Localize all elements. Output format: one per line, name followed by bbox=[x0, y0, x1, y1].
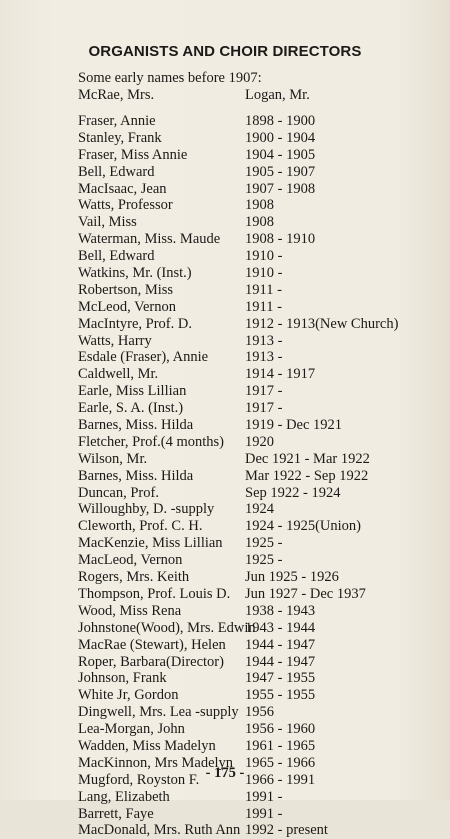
list-item bbox=[78, 366, 418, 383]
director-name: Mugford, Royston F. bbox=[78, 771, 200, 788]
director-name: Wilson, Mr. bbox=[78, 450, 148, 467]
director-name: MacRae (Stewart), Helen bbox=[78, 636, 226, 653]
list-item bbox=[78, 535, 418, 552]
list-item bbox=[78, 721, 418, 738]
director-name: Fraser, Miss Annie bbox=[78, 146, 188, 163]
list-item bbox=[78, 282, 418, 299]
list-item bbox=[78, 197, 418, 214]
service-years: 1966 - 1991 bbox=[245, 771, 316, 788]
list-item bbox=[78, 468, 418, 485]
service-years: 1944 - 1947 bbox=[245, 636, 316, 653]
service-years: 1917 - bbox=[245, 400, 283, 417]
service-years: 1912 - 1913(New Church) bbox=[245, 315, 399, 332]
service-years: 1956 bbox=[245, 704, 274, 721]
director-name: Rogers, Mrs. Keith bbox=[78, 569, 190, 586]
director-name: MacKinnon, Mrs Madelyn bbox=[78, 754, 234, 771]
service-years: 1913 - bbox=[245, 349, 283, 366]
service-years: 1914 - 1917 bbox=[245, 366, 316, 383]
service-years: 1910 - bbox=[245, 248, 283, 265]
list-item bbox=[78, 333, 418, 350]
service-years: 1908 - 1910 bbox=[245, 231, 316, 248]
director-name: MacIsaac, Jean bbox=[78, 180, 167, 197]
list-item bbox=[78, 603, 418, 620]
list-item bbox=[78, 806, 418, 823]
service-years: Mar 1922 - Sep 1922 bbox=[245, 467, 369, 484]
director-name: Earle, Miss Lillian bbox=[78, 383, 187, 400]
director-name: Lang, Elizabeth bbox=[78, 788, 170, 805]
list-item bbox=[78, 316, 418, 333]
director-name: MacLeod, Vernon bbox=[78, 552, 183, 569]
service-years: 1992 - present bbox=[245, 822, 328, 839]
list-item bbox=[78, 265, 418, 282]
service-years: 1908 bbox=[245, 197, 274, 214]
list-item bbox=[78, 231, 418, 248]
list-item bbox=[78, 164, 418, 181]
early-name-left: McRae, Mrs. bbox=[78, 87, 155, 103]
list-item bbox=[78, 400, 418, 417]
list-item bbox=[78, 670, 418, 687]
service-years: 1924 - 1925(Union) bbox=[245, 518, 361, 535]
director-name: Thompson, Prof. Louis D. bbox=[78, 585, 231, 602]
list-item bbox=[78, 637, 418, 654]
list-item bbox=[78, 789, 418, 806]
director-name: Earle, S. A. (Inst.) bbox=[78, 400, 184, 417]
list-item bbox=[78, 738, 418, 755]
list-item bbox=[78, 383, 418, 400]
list-item bbox=[78, 349, 418, 366]
list-item bbox=[78, 214, 418, 231]
service-years: 1904 - 1905 bbox=[245, 146, 316, 163]
director-name: Cleworth, Prof. C. H. bbox=[78, 518, 203, 535]
service-years: 1925 - bbox=[245, 552, 283, 569]
service-years: 1955 - 1955 bbox=[245, 687, 316, 704]
service-years: 1947 - 1955 bbox=[245, 670, 316, 687]
service-years: 1924 bbox=[245, 501, 274, 518]
director-name: Esdale (Fraser), Annie bbox=[78, 349, 209, 366]
service-years: Jun 1925 - 1926 bbox=[245, 569, 339, 586]
director-name: Johnstone(Wood), Mrs. Edwin bbox=[78, 619, 256, 636]
director-name: Stanley, Frank bbox=[78, 129, 162, 146]
service-years: 1961 - 1965 bbox=[245, 737, 316, 754]
service-years: 1907 - 1908 bbox=[245, 180, 316, 197]
list-item bbox=[78, 586, 418, 603]
service-years: Sep 1922 - 1924 bbox=[245, 484, 341, 501]
service-years: 1956 - 1960 bbox=[245, 721, 316, 738]
director-name: Waterman, Miss. Maude bbox=[78, 231, 221, 248]
service-years: 1991 - bbox=[245, 805, 283, 822]
service-years: 1944 - 1947 bbox=[245, 653, 316, 670]
director-name: Wadden, Miss Madelyn bbox=[78, 737, 216, 754]
service-years: 1898 - 1900 bbox=[245, 113, 316, 129]
director-name: Caldwell, Mr. bbox=[78, 366, 159, 383]
service-years: Dec 1921 - Mar 1922 bbox=[245, 450, 370, 467]
director-name: Fletcher, Prof.(4 months) bbox=[78, 433, 225, 450]
director-name: MacIntyre, Prof. D. bbox=[78, 315, 192, 332]
director-name: White Jr, Gordon bbox=[78, 687, 179, 704]
early-name-right: Logan, Mr. bbox=[245, 87, 310, 103]
list-item bbox=[78, 181, 418, 198]
list-item bbox=[78, 501, 418, 518]
director-name: McLeod, Vernon bbox=[78, 298, 176, 315]
service-years: 1925 - bbox=[245, 535, 283, 552]
director-name: MacKenzie, Miss Lillian bbox=[78, 535, 223, 552]
page-number: - 175 - bbox=[205, 765, 245, 781]
director-name: Watkins, Mr. (Inst.) bbox=[78, 265, 192, 282]
early-names-row bbox=[78, 87, 310, 104]
director-name: Watts, Professor bbox=[78, 197, 173, 214]
service-years: 1911 - bbox=[245, 298, 282, 315]
service-years: 1991 - bbox=[245, 788, 283, 805]
list-item bbox=[78, 485, 418, 502]
list-item bbox=[78, 569, 418, 586]
service-years: 1917 - bbox=[245, 383, 283, 400]
director-name: Barrett, Faye bbox=[78, 805, 154, 822]
list-item bbox=[78, 687, 418, 704]
list-item bbox=[78, 451, 418, 468]
early-names-intro: Some early names before 1907: bbox=[78, 70, 262, 86]
list-item bbox=[78, 518, 418, 535]
service-years: 1911 - bbox=[245, 281, 282, 298]
service-years: 1938 - 1943 bbox=[245, 602, 316, 619]
director-name: Bell, Edward bbox=[78, 163, 155, 180]
director-name: Fraser, Annie bbox=[78, 113, 156, 129]
service-years: 1905 - 1907 bbox=[245, 163, 316, 180]
director-name: Robertson, Miss bbox=[78, 281, 174, 298]
list-item bbox=[78, 552, 418, 569]
director-name: Willoughby, D. -supply bbox=[78, 501, 215, 518]
director-name: Wood, Miss Rena bbox=[78, 602, 182, 619]
list-item bbox=[78, 654, 418, 671]
service-years: 1900 - 1904 bbox=[245, 129, 316, 146]
director-name: MacDonald, Mrs. Ruth Ann bbox=[78, 822, 241, 839]
list-item bbox=[78, 417, 418, 434]
list-item bbox=[78, 248, 418, 265]
director-name: Vail, Miss bbox=[78, 214, 137, 231]
service-years: 1913 - bbox=[245, 332, 283, 349]
service-years: 1965 - 1966 bbox=[245, 754, 316, 771]
service-years: Jun 1927 - Dec 1937 bbox=[245, 585, 366, 602]
service-years: 1943 - 1944 bbox=[245, 619, 316, 636]
director-name: Johnson, Frank bbox=[78, 670, 167, 687]
directors-list bbox=[78, 105, 418, 839]
service-years: 1920 bbox=[245, 433, 274, 450]
director-name: Duncan, Prof. bbox=[78, 484, 159, 501]
service-years: 1908 bbox=[245, 214, 274, 231]
director-name: Bell, Edward bbox=[78, 248, 155, 265]
director-name: Barnes, Miss. Hilda bbox=[78, 417, 194, 434]
list-item bbox=[78, 147, 418, 164]
director-name: Watts, Harry bbox=[78, 332, 152, 349]
service-years: 1910 - bbox=[245, 265, 283, 282]
list-item bbox=[78, 434, 418, 451]
director-name: Roper, Barbara(Director) bbox=[78, 653, 224, 670]
list-item bbox=[78, 299, 418, 316]
list-item bbox=[78, 620, 418, 637]
list-item bbox=[78, 704, 418, 721]
list-item bbox=[78, 822, 418, 839]
director-name: Lea-Morgan, John bbox=[78, 721, 185, 738]
list-item bbox=[78, 130, 418, 147]
service-years: 1919 - Dec 1921 bbox=[245, 417, 343, 434]
director-name: Barnes, Miss. Hilda bbox=[78, 467, 194, 484]
director-name: Dingwell, Mrs. Lea -supply bbox=[78, 704, 239, 721]
list-item bbox=[78, 113, 418, 130]
page-title: ORGANISTS AND CHOIR DIRECTORS bbox=[88, 43, 362, 60]
